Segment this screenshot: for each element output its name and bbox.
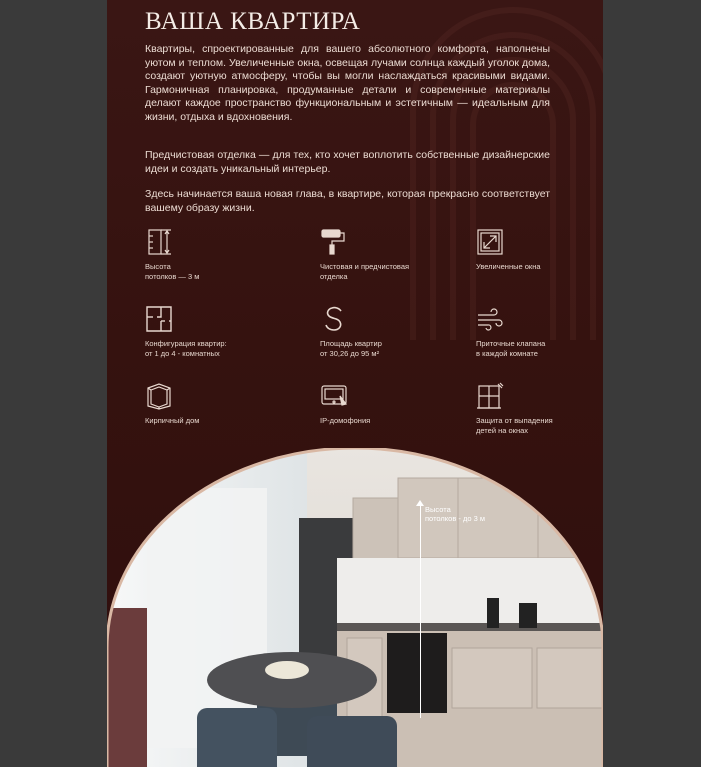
feature-label: от 1 до 4 - комнатных xyxy=(145,348,220,358)
area-s-icon xyxy=(320,305,348,333)
feature-label: в каждой комнате xyxy=(476,348,538,358)
feature-label: отделка xyxy=(320,271,348,281)
intercom-icon xyxy=(320,382,348,410)
feature-label: от 30,26 до 95 м² xyxy=(320,348,380,358)
ceiling-label-line2: потолков - до 3 м xyxy=(425,514,486,523)
feature-label: Конфигурация квартир: xyxy=(145,339,227,348)
feature-label: Чистовая и предчистовая xyxy=(320,262,410,271)
feature-brick-house xyxy=(145,382,275,426)
feature-air-valves xyxy=(476,305,603,358)
floor-plan-icon xyxy=(145,305,173,333)
page-title: ВАША КВАРТИРА xyxy=(145,8,361,35)
feature-label: Увеличенные окна xyxy=(476,262,541,271)
feature-finishing xyxy=(320,228,450,281)
brochure-page xyxy=(107,0,603,767)
feature-label: Кирпичный дом xyxy=(145,416,200,425)
finishing-paragraph: Предчистовая отделка — для тех, кто хочет воплотить собственные дизайнерские идеи и создать уникальный интерьер. xyxy=(145,149,550,175)
feature-configuration xyxy=(145,305,275,358)
feature-label: Площадь квартир xyxy=(320,339,382,348)
intro-paragraph: Квартиры, спроектированные для вашего абсолютного комфорта, наполнены уютом и теплом. Увеличенные окна, освещая лучами солнца каждый уголок дома, создают уютную атмосферу, чтобы вы могли наслаждаться красивыми видами. Гармоничная планировка, продуманные детали и современные материалы делают каждое пространство функциональным и эстетичным — идеальным для жизни, отдыха и вдохновения. xyxy=(145,43,550,123)
ceiling-measure-line xyxy=(420,503,421,718)
feature-intercom xyxy=(320,382,450,426)
paint-roller-icon xyxy=(320,228,348,256)
window-guard-icon xyxy=(476,382,504,410)
feature-label: Защита от выпадения xyxy=(476,416,553,425)
feature-label: IP-домофония xyxy=(320,416,371,425)
brick-house-icon xyxy=(145,382,173,410)
air-valve-icon xyxy=(476,305,504,333)
window-icon xyxy=(476,228,504,256)
feature-label: детей на окнах xyxy=(476,425,529,435)
feature-ceiling-height xyxy=(145,228,275,281)
ceiling-height-label xyxy=(425,505,485,523)
feature-window-guard xyxy=(476,382,603,435)
feature-label: потолков — 3 м xyxy=(145,271,200,281)
ceiling-height-icon xyxy=(145,228,173,256)
kitchen-photo xyxy=(107,448,603,767)
closing-paragraph: Здесь начинается ваша новая глава, в квартире, которая прекрасно соответствует вашему образу жизни. xyxy=(145,188,550,214)
feature-area xyxy=(320,305,450,358)
ceiling-label-line1: Высота xyxy=(425,505,451,514)
feature-windows xyxy=(476,228,603,272)
feature-label: Приточные клапана xyxy=(476,339,546,348)
feature-label: Высота xyxy=(145,262,171,271)
